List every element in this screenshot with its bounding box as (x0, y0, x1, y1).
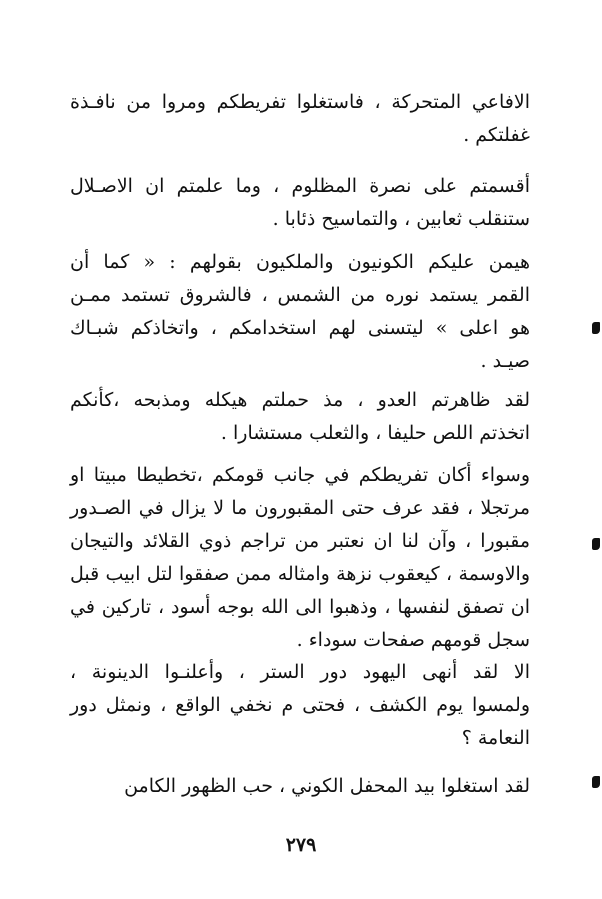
text-line: ولمسوا يوم الكشف ، فحتى م نخفي الواقع ، ونمثل دور (70, 694, 530, 716)
text-line: القمر يستمد نوره من الشمس ، فالشروق تستمد ممـن (70, 284, 530, 306)
scan-edge-mark (592, 776, 600, 788)
paragraph (70, 86, 530, 152)
page-body-text (70, 0, 530, 899)
text-line: وسواء أكان تفريطكم في جانب قومكم ،تخطيطا مبيتا او (70, 464, 530, 486)
text-line: الا لقد أنهى اليهود دور الستر ، وأعلنـوا الدينونة ، (70, 661, 530, 683)
text-line: ان تصفق لنفسها ، وذهبوا الى الله بوجه أسود ، تاركين في (70, 596, 530, 618)
text-line: الافاعي المتحركة ، فاستغلوا تفريطكم ومروا من نافـذة (70, 91, 530, 113)
scan-edge-mark (592, 322, 600, 334)
text-line: هو اعلى » ليتسنى لهم استخدامكم ، واتخاذكم شبـاك (70, 317, 530, 339)
paragraph (70, 656, 530, 755)
page-number: ٢٧٩ (285, 834, 317, 856)
paragraph (70, 459, 530, 657)
text-line: والاوسمة ، كيعقوب نزهة وامثاله ممن صفقوا لتل ابيب قبل (70, 563, 530, 585)
scan-edge-mark (592, 538, 600, 550)
paragraph (70, 770, 530, 803)
text-line: لقد استغلوا بيد المحفل الكوني ، حب الظهور الكامن (124, 775, 530, 797)
paragraph (70, 246, 530, 378)
text-line: غفلتكم . (463, 124, 530, 146)
text-line: صيـد . (480, 350, 530, 372)
text-line: سجل قومهم صفحات سوداء . (296, 629, 530, 651)
paragraph (70, 384, 530, 450)
text-line: لقد ظاهرتم العدو ، مذ حملتم هيكله ومذبحه ،كأنكم (70, 389, 530, 411)
text-line: النعامة ؟ (461, 727, 530, 749)
text-line: أقسمتم على نصرة المظلوم ، وما علمتم ان الاصـلال (70, 175, 530, 197)
text-line: مرتجلا ، فقد عرف حتى المقبورون ما لا يزال في الصـدور (70, 497, 530, 519)
text-line: هيمن عليكم الكونيون والملكيون بقولهم : « كما أن (70, 251, 530, 273)
text-line: مقبورا ، وآن لنا ان نعتبر من تراجم ذوي القلائد والتيجان (70, 530, 530, 552)
text-line: اتخذتم اللص حليفا ، والثعلب مستشارا . (220, 422, 530, 444)
text-line: ستنقلب ثعابين ، والتماسيح ذئابا . (272, 208, 530, 230)
paragraph (70, 170, 530, 236)
